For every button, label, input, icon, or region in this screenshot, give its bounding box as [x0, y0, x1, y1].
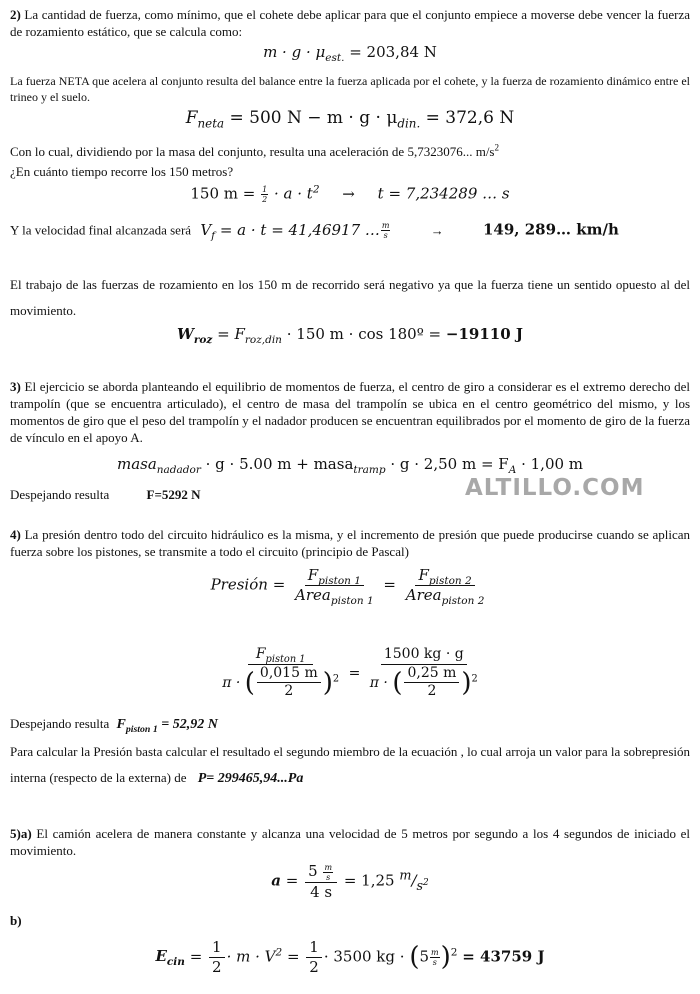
friction-work-equation: $W_{roz} = F_{roz,din} \cdot 150$ m · cos 180º = −19110 J — [177, 325, 523, 346]
pressure-text — [10, 739, 690, 792]
piston2-diameter: 0,25 m — [404, 665, 459, 684]
distance-right: · a · t — [274, 184, 313, 203]
section-4-solve-value: = 52,92 N — [161, 717, 218, 732]
friction-work-result: −19110 J — [445, 325, 523, 343]
pressure-body: Para calcular la Presión basta calcular el resultado el segundo miembro de la ecuación , lo cual arroja un valor para la sobrepresión interna (respecto de la externa) de — [10, 744, 690, 785]
net-force-text: La fuerza NETA que acelera al conjunto resulta del balance entre la fuerza aplicada por el cohete, y la fuerza de rozamiento dinámico entre el trineo y el suelo. — [10, 74, 690, 104]
final-velocity-value: = a · t = 41,46917 … — [219, 220, 380, 239]
section-2-intro-text: La cantidad de fuerza, como mínimo, que el cohete debe aplicar para que el conjunto empiece a moverse debe vencer la fuerza de rozamiento estático, que se calcula como: — [10, 7, 690, 39]
time-result: t = 7,234289 … s — [377, 184, 510, 203]
section-3-solve-label: Despejando resulta — [10, 487, 110, 502]
left-area-fraction: $F_{piston 1}$ π · ( $\frac{0,015 m}{2}$ )$^2$ — [222, 646, 340, 699]
watermark-logo: ALTILLO.COM — [465, 475, 645, 501]
moment-equation: masa$_{nadador}$ · g · 5.00 m + masa$_{tramp}$ · g · 2,50 $m = F_A \cdot 1,00$ m — [116, 455, 584, 476]
final-velocity-label: Y la velocidad final alcanzada será — [10, 222, 192, 238]
piston-area-equation: $F_{piston 1}$ π · ( $\frac{0,015 m}{2}$ )$^2$ = 1500 kg · g π · ( $\frac{0,25 m}{2}$ )$^2$ — [10, 646, 690, 701]
half-fraction-1: $\frac{1}{2}$ — [209, 938, 225, 977]
piston1-diameter: 0,015 m — [257, 665, 321, 684]
friction-work-mid: · 150 m · cos 180º = — [286, 325, 442, 343]
final-velocity-equation: $V_f = a \cdot t = 41,46917$ … $\frac{m}{s}$ — [200, 220, 390, 242]
ms-over-s-fraction: 5 $\frac{m}{s}$ 4 s — [305, 862, 337, 901]
ms-unit-fraction: $\frac{m}{s}$ — [381, 221, 390, 240]
kinetic-energy-equation: $E_{cin}$ = $\frac{1}{2}$ · $m \cdot V^2$ = $\frac{1}{2}$ · 3500 kg · (5 $\frac{m}{s}$ )$^2$ = 43759 J — [155, 938, 545, 976]
acceleration-value: Con lo cual, dividiendo por la masa del conjunto, resulta una aceleración de 5,7323076... m/s — [10, 144, 495, 159]
acceleration-result: = 1,25 — [343, 871, 395, 890]
static-friction-result: = 203,84 N — [349, 43, 437, 61]
section-5b-label: b) — [10, 913, 22, 928]
section-5-text — [10, 825, 690, 859]
section-4-solve-label: Despejando resulta — [10, 716, 110, 731]
piston1-fraction: $\frac{F_{piston 1}}{Area_{piston 1}}$ — [295, 566, 374, 607]
section-3-text — [10, 378, 690, 446]
section-3-solve-value: F=5292 N — [146, 487, 201, 502]
net-force-result: = 372,6 N — [425, 108, 515, 128]
section-4-number: 4) — [10, 527, 21, 542]
moment-equation-tail: · 1,00 m — [521, 455, 584, 473]
pressure-value: P= 299465,94...Pa — [197, 771, 304, 786]
section-5-body: El camión acelera de manera constante y alcanza una velocidad de 5 metros por segundo a los 4 segundos de iniciado el movimiento. — [10, 826, 691, 858]
section-3-body: El ejercicio se aborda planteando el equilibrio de momentos de fuerza, el centro de giro a considerar es el extremo derecho del trampolín (que se encuentra articulado), el centro de masa del trampolín se ubica en el centro geométrico del mismo, y los momentos de giro que el peso del trampolín y el nadador producen se encuentran equilibrados por el momento de giro de la fuerza de vínculo en el apoyo A. — [10, 379, 690, 445]
friction-work-text: El trabajo de las fuerzas de rozamiento en los 150 m de recorrido será negativo ya que la fuerza tiene un sentido opuesto al del movimiento. — [10, 277, 690, 318]
piston2-force: 1500 kg · g — [381, 646, 467, 665]
section-3-number: 3) — [10, 379, 21, 394]
distance-equation: 150 m = $\frac{1}{2}$ · $a \cdot t^2 \to t = 7,234289$ … s — [190, 183, 510, 204]
distance-left: 150 m = — [190, 184, 256, 203]
section-2-number: 2) — [10, 7, 21, 22]
static-friction-equation: $m \cdot g \cdot \mu_{est.} = 203,84$ N — [263, 43, 437, 64]
section-4-solution: Despejando resulta $F_{piston 1} = 52,92$ N — [10, 716, 218, 735]
half-fraction-2: $\frac{1}{2}$ — [306, 938, 322, 977]
kinetic-energy-result: = 43759 J — [462, 947, 545, 966]
section-2-intro — [10, 6, 690, 40]
kinetic-energy-mid2: · 3500 kg · — [323, 947, 405, 966]
net-force-left: = 500 N − m · g · μ — [229, 108, 398, 128]
pressure-label: Presión — [210, 575, 268, 594]
moment-equation-mid: · g · 5.00 m + masa — [205, 455, 354, 473]
acceleration-text: Con lo cual, dividiendo por la masa del conjunto, resulta una aceleración de 5,7323076... $m/s^2$ — [10, 142, 500, 159]
time-question: ¿En cuánto tiempo recorre los 150 metros? — [10, 164, 234, 179]
kinetic-energy-mid: · m · V — [226, 947, 276, 966]
net-force-equation: $F_{neta} = 500$ $N - m \cdot g \cdot \mu_{din.} = 372,6$ N — [185, 108, 515, 131]
section-4-body: La presión dentro todo del circuito hidráulico es la misma, y el incremento de presión que puede producirse cuando se aplican fuerza sobre los pistones, se transmite a todo el circuito (principio de Pascal) — [10, 527, 691, 559]
piston2-fraction: $\frac{F_{piston 2}}{Area_{piston 2}}$ — [405, 566, 485, 607]
section-5-number: 5)a) — [10, 826, 32, 841]
final-velocity-kmh: 149, 289… km/h — [482, 220, 619, 239]
moment-equation-end: · g · 2,50 m = F — [390, 455, 509, 473]
arrow-icon: → — [430, 222, 444, 238]
pascal-equation: Presión = $\frac{F_{piston 1}}{Area_{piston 1}}$ = $\frac{F_{piston 2}}{Area_{piston 2}}$ — [10, 566, 690, 605]
arrow-icon: → — [342, 184, 355, 203]
acceleration-equation: a = 5 $\frac{m}{s}$ 4 s = 1,25 $^m/_{s^2}$ — [271, 862, 429, 901]
final-velocity-line — [10, 221, 690, 240]
right-area-fraction: 1500 kg · g π · ( $\frac{0,25 m}{2}$ )$^2$ — [369, 646, 478, 699]
section-4-text — [10, 526, 690, 560]
half-fraction: $\frac{1}{2}$ — [262, 185, 268, 204]
